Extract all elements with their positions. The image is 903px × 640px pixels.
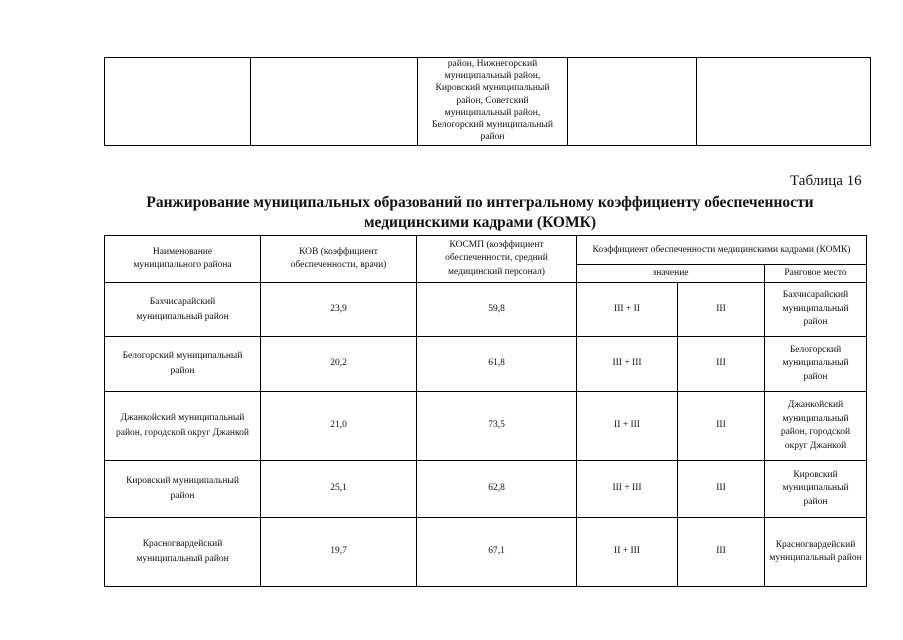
ranking-table xyxy=(104,235,867,587)
table-row xyxy=(105,392,867,461)
header-rank: Ранговое место xyxy=(765,265,867,283)
cell-kov: 19,7 xyxy=(261,518,417,587)
cell-kov: 25,1 xyxy=(261,461,417,518)
table-row xyxy=(105,518,867,587)
cell-district: Джанкойский муниципальный район, городской округ Джанкой xyxy=(105,392,261,461)
header-komk: Коэффициент обеспеченности медицинскими кадрами (КОМК) xyxy=(577,236,867,265)
cell-kosmp: 61,8 xyxy=(417,337,577,392)
cell-kosmp: 67,1 xyxy=(417,518,577,587)
cell-value-sum: II + III xyxy=(577,392,678,461)
cell-kosmp: 62,8 xyxy=(417,461,577,518)
cell-district: Кировский муниципальный район xyxy=(105,461,261,518)
table-title: Ранжирование муниципальных образований по интегральному коэффициенту обеспеченности медицинскими кадрами (КОМК) xyxy=(146,194,814,231)
continuation-cell xyxy=(251,58,418,146)
cell-value-class: III xyxy=(678,283,765,337)
header-district: Наименование муниципального района xyxy=(105,236,261,283)
cell-rank: Белогорский муниципальный район xyxy=(765,337,867,392)
cell-rank: Джанкойский муниципальный район, городской округ Джанкой xyxy=(765,392,867,461)
cell-kosmp: 73,5 xyxy=(417,392,577,461)
cell-district: Бахчисарайский муниципальный район xyxy=(105,283,261,337)
table-row xyxy=(105,461,867,518)
cell-value-sum: III + III xyxy=(577,337,678,392)
continuation-cell xyxy=(697,58,871,146)
continuation-cell xyxy=(568,58,697,146)
cell-value-class: III xyxy=(678,392,765,461)
header-kov: КОВ (коэффициент обеспеченности, врачи) xyxy=(261,236,417,283)
continuation-cell xyxy=(105,58,251,146)
continuation-cell-districts: район, Нижнегорский муниципальный район, Кировский муниципальный район, Советский муниципальный район, Белогорский муниципальный район xyxy=(418,58,568,146)
cell-kosmp: 59,8 xyxy=(417,283,577,337)
cell-value-class: III xyxy=(678,461,765,518)
cell-kov: 23,9 xyxy=(261,283,417,337)
cell-rank: Бахчисарайский муниципальный район xyxy=(765,283,867,337)
header-value: значение xyxy=(577,265,765,283)
table-row xyxy=(105,337,867,392)
cell-value-class: III xyxy=(678,337,765,392)
continuation-table xyxy=(104,57,871,146)
cell-rank: Кировский муниципальный район xyxy=(765,461,867,518)
cell-district: Белогорский муниципальный район xyxy=(105,337,261,392)
table-row xyxy=(105,283,867,337)
cell-district: Красногвардейский муниципальный район xyxy=(105,518,261,587)
cell-value-sum: III + III xyxy=(577,461,678,518)
cell-value-class: III xyxy=(678,518,765,587)
table-number-label: Таблица 16 xyxy=(790,173,862,189)
cell-kov: 20,2 xyxy=(261,337,417,392)
cell-value-sum: III + II xyxy=(577,283,678,337)
header-kosmp: КОСМП (коэффициент обеспеченности, средний медицинский персонал) xyxy=(417,236,577,283)
cell-value-sum: II + III xyxy=(577,518,678,587)
cell-kov: 21,0 xyxy=(261,392,417,461)
cell-rank: Красногвардейский муниципальный район xyxy=(765,518,867,587)
